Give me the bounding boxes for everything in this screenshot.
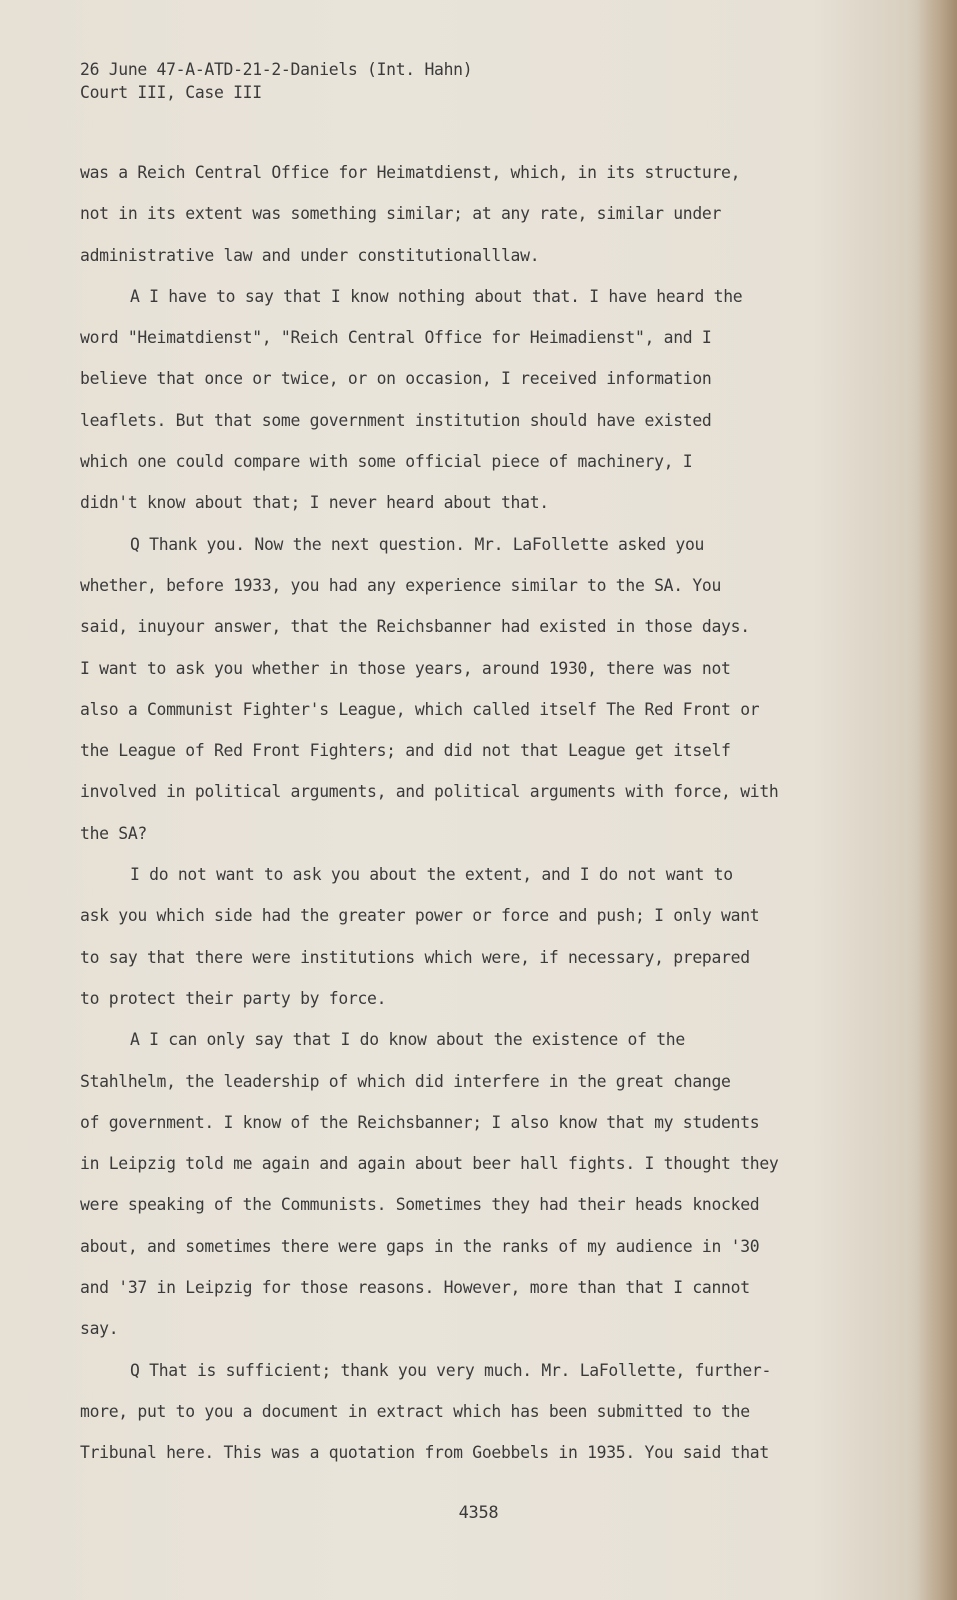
body-line: said, inuyour answer, that the Reichsbanner had existed in those days. bbox=[80, 617, 750, 637]
body-line: also a Communist Fighter's League, which called itself The Red Front or bbox=[80, 699, 760, 719]
body-line: word "Heimatdienst", "Reich Central Office for Heimadienst", and I bbox=[80, 328, 712, 348]
header-line-1: 26 June 47-A-ATD-21-2-Daniels (Int. Hahn) bbox=[80, 60, 473, 79]
body-line: administrative law and under constitutionalllaw. bbox=[80, 245, 540, 265]
body-line: whether, before 1933, you had any experience similar to the SA. You bbox=[80, 575, 722, 595]
body-line: was a Reich Central Office for Heimatdienst, which, in its structure, bbox=[80, 163, 741, 182]
body-line: ask you which side had the greater power or force and push; I only want bbox=[80, 906, 760, 926]
body-line: of government. I know of the Reichsbanner; I also know that my students bbox=[80, 1112, 760, 1132]
document-header bbox=[80, 58, 472, 104]
body-line: Q That is sufficient; thank you very much. Mr. LaFollette, further- bbox=[130, 1360, 772, 1380]
body-line: involved in political arguments, and political arguments with force, with bbox=[80, 782, 779, 802]
body-line: and '37 in Leipzig for those reasons. However, more than that I cannot bbox=[80, 1278, 750, 1298]
body-line: say. bbox=[80, 1319, 119, 1339]
body-line: I want to ask you whether in those years, around 1930, there was not bbox=[80, 658, 731, 678]
body-line: A I can only say that I do know about the existence of the bbox=[130, 1030, 685, 1050]
body-line: A I have to say that I know nothing about that. I have heard the bbox=[130, 286, 743, 306]
body-line: in Leipzig told me again and again about beer hall fights. I thought they bbox=[80, 1154, 779, 1174]
body-line: the SA? bbox=[80, 823, 147, 843]
body-line: didn't know about that; I never heard about that. bbox=[80, 493, 549, 513]
body-line: believe that once or twice, or on occasion, I received information bbox=[80, 369, 712, 389]
body-line: leaflets. But that some government institution should have existed bbox=[80, 410, 712, 430]
body-line: which one could compare with some official piece of machinery, I bbox=[80, 452, 693, 472]
page-number: 4358 bbox=[458, 1503, 499, 1523]
page-edge-shadow bbox=[917, 0, 957, 1600]
body-line: Tribunal here. This was a quotation from Goebbels in 1935. You said that bbox=[80, 1443, 769, 1463]
body-line: to say that there were institutions which were, if necessary, prepared bbox=[80, 947, 750, 967]
body-line: not in its extent was something similar; at any rate, similar under bbox=[80, 204, 722, 224]
body-line: the League of Red Front Fighters; and did not that League get itself bbox=[80, 741, 731, 761]
body-line: Q Thank you. Now the next question. Mr. LaFollette asked you bbox=[130, 534, 705, 554]
header-line-2: Court III, Case III bbox=[80, 83, 262, 102]
body-line: Stahlhelm, the leadership of which did interfere in the great change bbox=[80, 1071, 731, 1091]
body-line: about, and sometimes there were gaps in the ranks of my audience in '30 bbox=[80, 1236, 760, 1256]
body-line: I do not want to ask you about the extent, and I do not want to bbox=[130, 865, 733, 885]
transcript-body bbox=[80, 162, 840, 1484]
body-line: more, put to you a document in extract which has been submitted to the bbox=[80, 1401, 750, 1421]
body-line: to protect their party by force. bbox=[80, 988, 387, 1008]
body-line: were speaking of the Communists. Sometimes they had their heads knocked bbox=[80, 1195, 760, 1215]
